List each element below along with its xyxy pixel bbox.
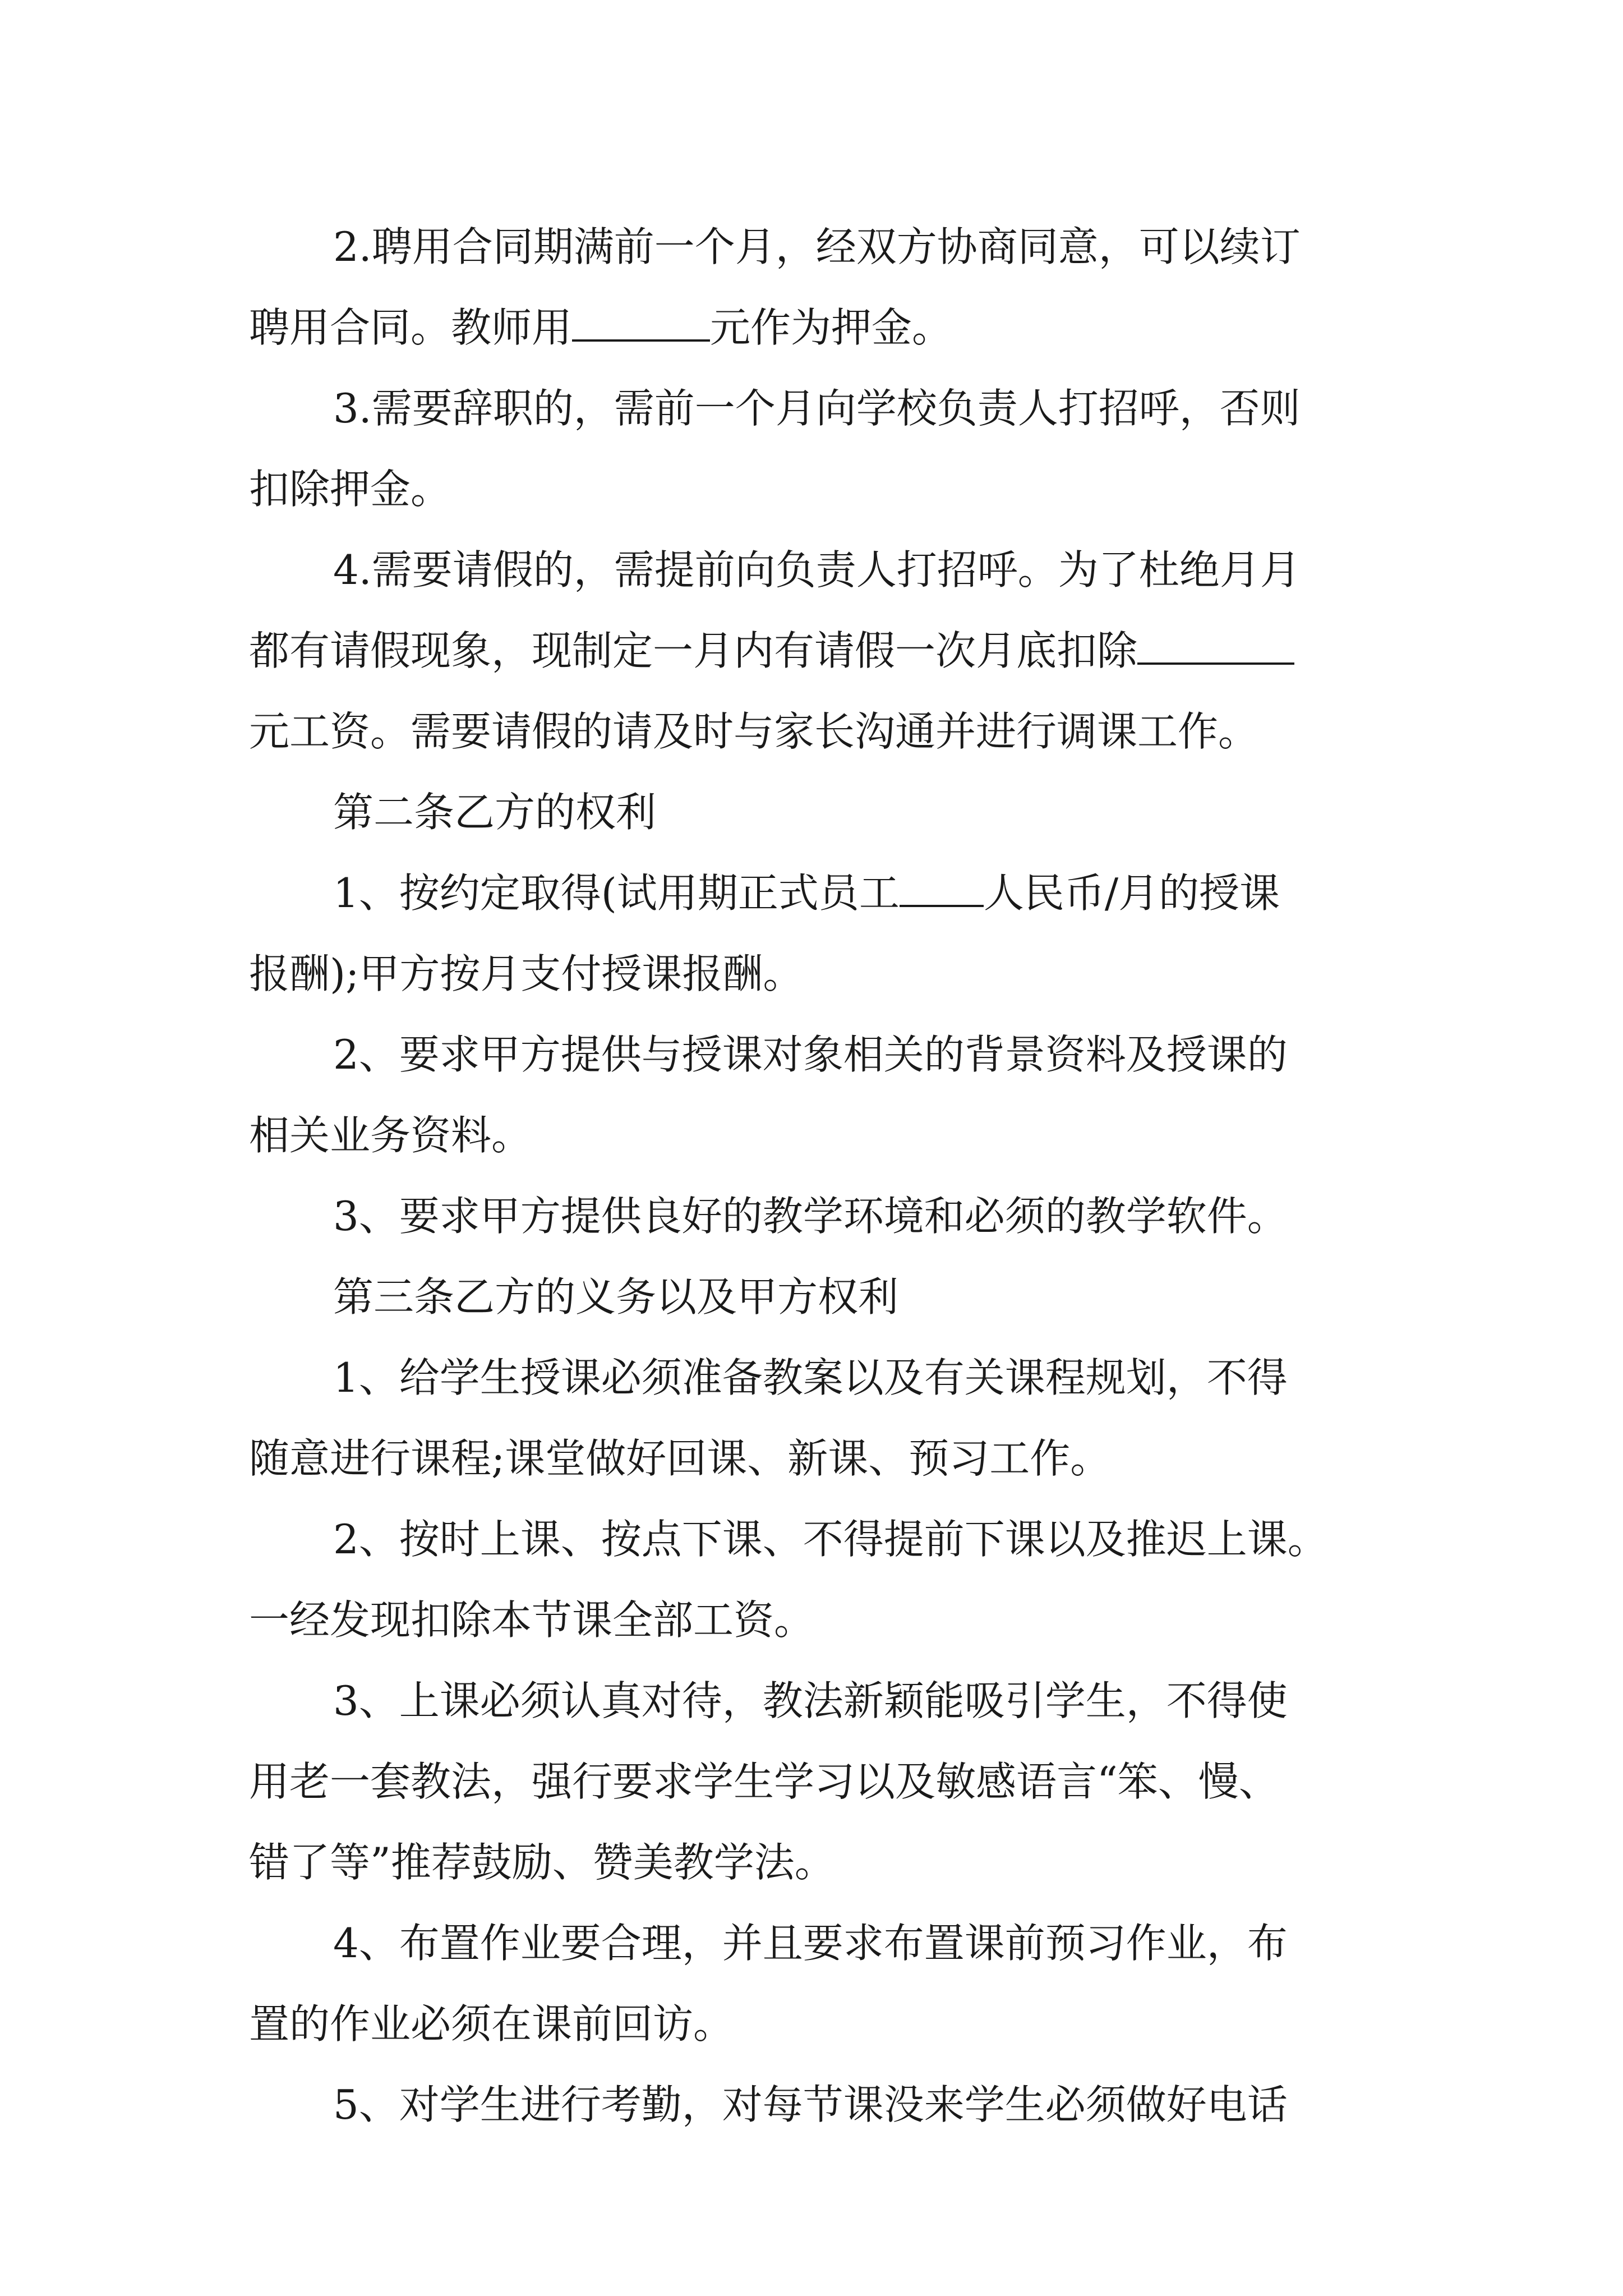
text-span: 都有请假现象，现制定一月内有请假一次月底扣除 (249, 627, 1138, 674)
paragraph-line (249, 1660, 1393, 1741)
text-span: 2、要求甲方提供与授课对象相关的背景资料及授课的 (333, 1031, 1288, 1078)
text-span: 4、布置作业要合理，并且要求布置课前预习作业，布 (333, 1920, 1288, 1967)
paragraph-line (249, 1903, 1393, 1984)
paragraph-line (249, 1337, 1393, 1418)
section-heading (249, 1257, 1393, 1337)
text-span: 3、上课必须认真对待，教法新颖能吸引学生，不得使 (333, 1677, 1288, 1724)
paragraph-line (249, 206, 1393, 287)
paragraph-line (249, 1822, 1393, 1903)
paragraph-line (249, 1984, 1393, 2064)
text-span: 5、对学生进行考勤，对每节课没来学生必须做好电话 (333, 2081, 1288, 2128)
fill-in-blank (900, 869, 984, 907)
paragraph-line (249, 449, 1393, 530)
text-span: 用老一套教法，强行要求学生学习以及敏感语言“笨、慢、 (249, 1758, 1279, 1805)
text-span: 1、给学生授课必须准备教案以及有关课程规划，不得 (333, 1354, 1288, 1401)
text-span: 报酬);甲方按月支付授课报酬。 (249, 950, 804, 997)
text-span: 3、要求甲方提供良好的教学环境和必须的教学软件。 (333, 1193, 1288, 1240)
paragraph-line (249, 1176, 1393, 1257)
paragraph-line (249, 1741, 1393, 1822)
document-body (249, 206, 1393, 2145)
fill-in-blank (1137, 627, 1294, 665)
paragraph-line (249, 287, 1393, 368)
text-span: 元作为押金。 (710, 304, 953, 351)
paragraph-line (249, 691, 1393, 772)
text-span: 置的作业必须在课前回访。 (249, 2000, 734, 2047)
paragraph-line (249, 368, 1393, 449)
paragraph-line (249, 530, 1393, 610)
text-span: 扣除押金。 (249, 466, 451, 513)
text-span: 1、按约定取得(试用期正式员工 (333, 869, 900, 917)
text-span: 2.聘用合同期满前一个月，经双方协商同意，可以续订 (333, 223, 1301, 270)
paragraph-line (249, 1418, 1393, 1499)
fill-in-blank (572, 303, 710, 342)
paragraph-line (249, 853, 1393, 933)
text-span: 错了等”推荐鼓励、赞美教学法。 (249, 1839, 835, 1886)
text-span: 元工资。需要请假的请及时与家长沟通并进行调课工作。 (249, 708, 1259, 755)
text-span: 聘用合同。教师用 (249, 304, 573, 351)
text-span: 人民币/月的授课 (983, 869, 1280, 917)
paragraph-line (249, 1499, 1393, 1580)
text-span: 2、按时上课、按点下课、不得提前下课以及推迟上课。 (333, 1516, 1328, 1563)
text-span: 3.需要辞职的，需前一个月向学校负责人打招呼，否则 (333, 385, 1301, 432)
paragraph-line (249, 610, 1393, 691)
paragraph-line (249, 933, 1393, 1014)
paragraph-line (249, 1580, 1393, 1660)
text-span: 第二条乙方的权利 (333, 789, 657, 836)
section-heading (249, 772, 1393, 853)
text-span: 4.需要请假的，需提前向负责人打招呼。为了杜绝月月 (333, 546, 1301, 593)
paragraph-line (249, 1095, 1393, 1176)
paragraph-line (249, 2064, 1393, 2145)
paragraph-line (249, 1014, 1393, 1095)
text-span: 一经发现扣除本节课全部工资。 (249, 1596, 815, 1644)
text-span: 第三条乙方的义务以及甲方权利 (333, 1273, 899, 1320)
text-span: 相关业务资料。 (249, 1112, 532, 1159)
text-span: 随意进行课程;课堂做好回课、新课、预习工作。 (249, 1435, 1111, 1482)
